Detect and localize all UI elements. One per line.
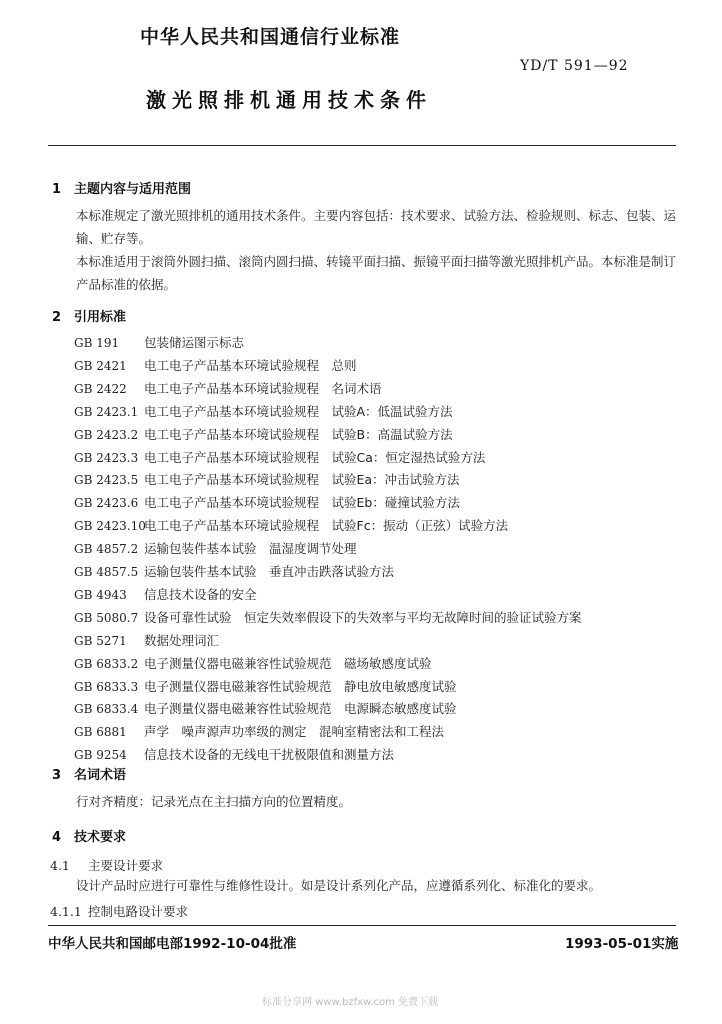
- reference-item: [74, 493, 460, 511]
- reference-code: GB 2423.6: [74, 496, 139, 510]
- reference-code: GB 2423.3: [74, 451, 139, 465]
- section-title: 主题内容与适用范围: [74, 182, 192, 197]
- reference-code: GB 2423.2: [74, 428, 139, 442]
- section-number: 1: [52, 182, 62, 197]
- section-title: 技术要求: [74, 830, 127, 845]
- reference-item: [74, 677, 457, 695]
- subsection-4-1-1: [50, 902, 188, 920]
- reference-code: GB 6881: [74, 725, 127, 739]
- header-organization: 中华人民共和国通信行业标准: [140, 26, 401, 48]
- reference-item: [74, 539, 357, 557]
- section-3-heading: [52, 764, 126, 783]
- reference-title: 包装储运图示标志: [144, 335, 245, 350]
- reference-item: [74, 379, 382, 397]
- footer-rule: [48, 925, 676, 926]
- reference-code: GB 191: [74, 336, 120, 350]
- approval-note: 中华人民共和国邮电部1992-10-04批准: [48, 936, 297, 952]
- section-number: 2: [52, 310, 62, 325]
- reference-title: 信息技术设备的无线电干扰极限值和测量方法: [144, 747, 395, 762]
- reference-title: 信息技术设备的安全: [144, 587, 257, 602]
- reference-code: GB 4943: [74, 588, 127, 602]
- section-1-para-1: 本标准规定了激光照排机的通用技术条件。主要内容包括：技术要求、试验方法、检验规则、标志、包装、运输、贮存等。: [76, 208, 677, 246]
- section-3-para: 行对齐精度：记录光点在主扫描方向的位置精度。: [76, 794, 352, 809]
- reference-code: GB 5271: [74, 634, 127, 648]
- reference-title: 电工电子产品基本环境试验规程 试验B：高温试验方法: [144, 427, 453, 442]
- standard-number: YD/T 591—92: [520, 58, 629, 74]
- reference-code: GB 2423.10: [74, 519, 146, 533]
- reference-title: 运输包装件基本试验 垂直冲击跌落试验方法: [144, 564, 395, 579]
- reference-code: GB 2423.5: [74, 473, 139, 487]
- reference-item: [74, 562, 394, 580]
- reference-title: 电工电子产品基本环境试验规程 总则: [144, 358, 357, 373]
- reference-item: [74, 608, 582, 626]
- reference-title: 电工电子产品基本环境试验规程 试验Ca：恒定湿热试验方法: [144, 450, 486, 465]
- reference-code: GB 2421: [74, 359, 127, 373]
- reference-item: [74, 425, 453, 443]
- reference-title: 电工电子产品基本环境试验规程 试验A：低温试验方法: [144, 404, 453, 419]
- reference-title: 电工电子产品基本环境试验规程 试验Eb：碰撞试验方法: [144, 495, 460, 510]
- reference-item: [74, 654, 432, 672]
- reference-item: [74, 448, 485, 466]
- reference-title: 电工电子产品基本环境试验规程 试验Ea：冲击试验方法: [144, 472, 460, 487]
- reference-code: GB 6833.3: [74, 680, 139, 694]
- reference-item: [74, 722, 444, 740]
- reference-title: 电工电子产品基本环境试验规程 名词术语: [144, 381, 382, 396]
- reference-item: [74, 745, 394, 763]
- section-number: 4: [52, 830, 62, 845]
- reference-item: [74, 402, 453, 420]
- reference-code: GB 9254: [74, 748, 127, 762]
- reference-code: GB 6833.2: [74, 657, 139, 671]
- subsection-4-1: [50, 856, 163, 874]
- reference-item: [74, 470, 460, 488]
- watermark: 标准分享网 www.bzfxw.com 免费下载: [262, 997, 438, 1008]
- reference-item: [74, 585, 257, 603]
- section-number: 3: [52, 768, 62, 783]
- reference-title: 电子测量仪器电磁兼容性试验规范 静电放电敏感度试验: [144, 679, 457, 694]
- reference-title: 电工电子产品基本环境试验规程 试验Fc：振动（正弦）试验方法: [144, 518, 509, 533]
- reference-title: 电子测量仪器电磁兼容性试验规范 电源瞬态敏感度试验: [144, 701, 457, 716]
- subsection-title: 控制电路设计要求: [88, 904, 189, 919]
- section-2-heading: [52, 306, 126, 325]
- section-1-para-2: 本标准适用于滚筒外圆扫描、滚筒内圆扫描、转镜平面扫描、振镜平面扫描等激光照排机产品。本标准是制订产品标准的依据。: [76, 254, 677, 292]
- document-title: 激光照排机通用技术条件: [146, 88, 432, 112]
- reference-code: GB 6833.4: [74, 702, 139, 716]
- reference-item: [74, 631, 219, 649]
- reference-item: [74, 333, 244, 351]
- section-title: 名词术语: [74, 768, 127, 783]
- reference-title: 设备可靠性试验 恒定失效率假设下的失效率与平均无故障时间的验证试验方案: [144, 610, 582, 625]
- reference-item: [74, 699, 457, 717]
- subsection-title: 主要设计要求: [88, 858, 164, 873]
- reference-item: [74, 356, 357, 374]
- reference-code: GB 2422: [74, 382, 127, 396]
- reference-title: 数据处理词汇: [144, 633, 220, 648]
- reference-title: 电子测量仪器电磁兼容性试验规范 磁场敏感度试验: [144, 656, 432, 671]
- implementation-date: 1993-05-01实施: [565, 936, 679, 952]
- subsection-4-1-para: 设计产品时应进行可靠性与维修性设计。如是设计系列化产品，应遵循系列化、标准化的要求。: [76, 878, 602, 893]
- reference-code: GB 5080.7: [74, 611, 139, 625]
- reference-title: 运输包装件基本试验 温湿度调节处理: [144, 541, 357, 556]
- reference-code: GB 2423.1: [74, 405, 139, 419]
- header-rule: [48, 145, 676, 146]
- reference-code: GB 4857.2: [74, 542, 139, 556]
- reference-code: GB 4857.5: [74, 565, 139, 579]
- reference-title: 声学 噪声源声功率级的测定 混响室精密法和工程法: [144, 724, 445, 739]
- section-title: 引用标准: [74, 310, 127, 325]
- subsection-number: 4.1: [50, 858, 70, 873]
- reference-item: [74, 516, 508, 534]
- section-1-heading: [52, 178, 191, 197]
- section-4-heading: [52, 826, 126, 845]
- subsection-number: 4.1.1: [50, 904, 82, 919]
